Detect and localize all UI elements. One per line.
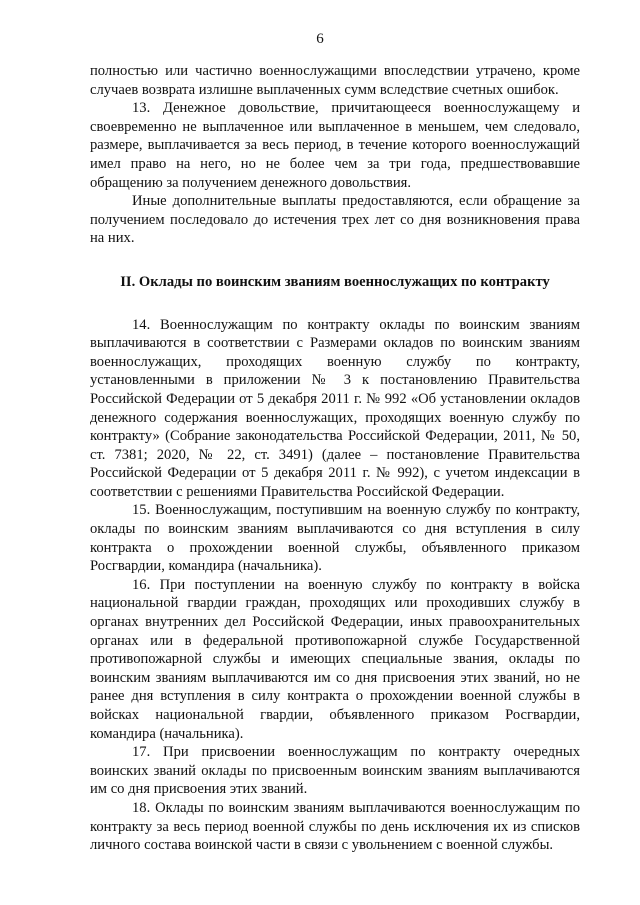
paragraph-15: 15. Военнослужащим, поступившим на военную службу по контракту, оклады по воинским званиям выплачиваются со дня вступления в силу контракта о прохождении военной службы, объявленного приказом Росгвардии, командира (начальника). (90, 502, 580, 575)
paragraph-13: 13. Денежное довольствие, причитающееся военнослужащему и своевременно не выплаченное или выплаченное в меньшем, чем следовало, размере, выплачивается за весь период, в течение которого военнослужащий имел право на него, но не более чем за три года, предшествовавшие обращению за получением денежного довольствия. (90, 100, 580, 191)
paragraph-continuation: полностью или частично военнослужащими впоследствии утрачено, кроме случаев возврата излишне выплаченных сумм вследствие счетных ошибок. (90, 63, 580, 98)
section-heading: II. Оклады по воинским званиям военнослужащих по контракту (120, 273, 550, 290)
paragraph-18: 18. Оклады по воинским званиям выплачиваются военнослужащим по контракту за весь период военной службы по день исключения их из списков личного состава воинской части в связи с увольнением с военной службы. (90, 799, 580, 854)
page-number: 6 (316, 31, 324, 47)
paragraph-additional-payments: Иные дополнительные выплаты предоставляются, если обращение за получением последовало до истечения трех лет со дня возникновения права на них. (90, 193, 580, 247)
paragraph-16: 16. При поступлении на военную службу по контракту в войска национальной гвардии граждан, проходящих или проходивших службу в органах внутренних дел Российской Федерации, иных правоохранительных органах или в федеральной противопожарной службе Государственной противопожарной службы и имеющих специальные звания, оклады по воинским званиям выплачиваются им со дня присвоения этих званий, но не ранее дня вступления в силу контракта о прохождении военной службы в войсках национальной гвардии, объявленного приказом Росгвардии, командира (начальника). (90, 576, 580, 742)
paragraph-14: 14. Военнослужащим по контракту оклады по воинским званиям выплачиваются в соответствии с Размерами окладов по воинским званиям военнослужащих, проходящих военную службу по контракту, установленными в приложении № 3 к постановлению Правительства Российской Федерации от 5 декабря 2011 г. № 992 «Об установлении окладов денежного содержания военнослужащих, проходящих военную службу по контракту» (Собрание законодательства Российской Федерации, 2011, № 50, ст. 7381; 2020, № 22, ст. 3491) (далее – постановление Правительства Российской Федерации от 5 декабря 2011 г. № 992), с учетом индексации в соответствии с решениями Правительства Российской Федерации. (90, 316, 580, 500)
paragraph-17: 17. При присвоении военнослужащим по контракту очередных воинских званий оклады по присвоенным воинским званиям выплачиваются им со дня присвоения этих званий. (90, 744, 580, 798)
document-body (90, 62, 580, 855)
